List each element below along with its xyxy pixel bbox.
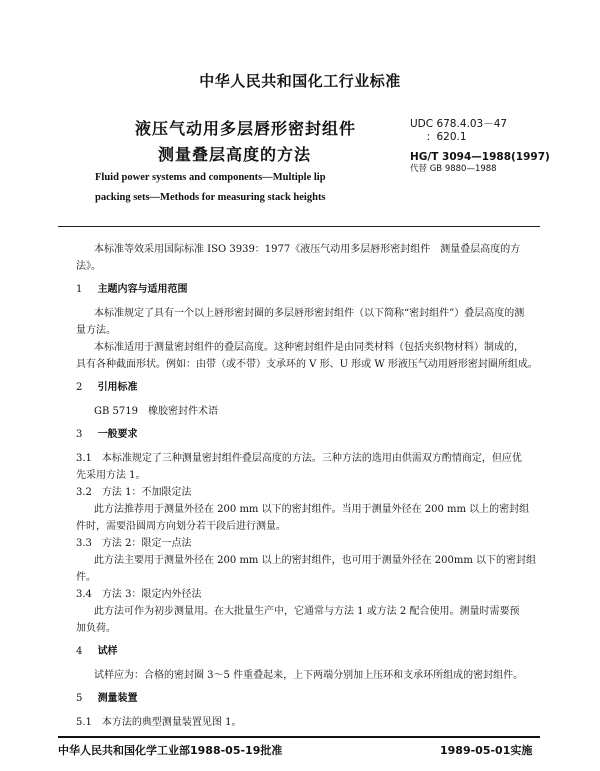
section2-title: 引用标准 bbox=[97, 382, 138, 393]
intro-line2: 法》。 bbox=[76, 261, 101, 272]
s2-reference: GB 5719 橡胶密封件术语 bbox=[94, 406, 218, 417]
s34-heading: 3.4 方法 3：限定内外径法 bbox=[76, 589, 202, 600]
english-title-line2: packing sets—Methods for measuring stack heights bbox=[95, 192, 326, 203]
s33-line2: 件。 bbox=[76, 572, 96, 583]
section1-title: 主题内容与适用范围 bbox=[97, 284, 188, 295]
section1-number: 1 bbox=[76, 284, 83, 295]
section4-number: 4 bbox=[76, 646, 83, 657]
s1-p2-line1: 本标准适用于测量密封组件的叠层高度。这种密封组件是由同类材料（包括夹织物材料）制成的， bbox=[94, 342, 524, 353]
s33-line1: 此方法主要用于测量外径在 200 mm 以上的密封组件，也可用于测量外径在 200mm 以下的密封组 bbox=[94, 555, 536, 566]
s1-p2-line2: 具有各种截面形状。例如：由带（或不带）支承环的 V 形、U 形或 W 形液压气动用唇形密封圈所组成。 bbox=[76, 359, 538, 370]
s32-line1: 此方法推荐用于测量外径在 200 mm 以下的密封组件。当用于测量外径在 200 mm 以上的密封组 bbox=[94, 504, 530, 515]
intro-line1: 本标准等效采用国际标准 ISO 3939：1977《液压气动用多层唇形密封组件 测量叠层高度的方 bbox=[94, 244, 521, 255]
s1-p1-line2: 量方法。 bbox=[76, 325, 116, 336]
standard-type-heading: 中华人民共和国化工行业标准 bbox=[199, 72, 401, 90]
section5-number: 5 bbox=[76, 693, 83, 704]
footer-divider bbox=[58, 736, 540, 738]
s32-line2: 件时，需要沿圆周方向划分若干段后进行测量。 bbox=[76, 521, 286, 532]
s31-line2: 先采用方法 1。 bbox=[76, 470, 146, 481]
s33-heading: 3.3 方法 2：限定一点法 bbox=[76, 538, 192, 549]
s51-line1: 5.1 本方法的典型测量装置见图 1。 bbox=[76, 717, 242, 728]
udc-code-line1: UDC 678.4.03－47 bbox=[410, 118, 508, 130]
section3-title: 一般要求 bbox=[97, 429, 138, 440]
section3-number: 3 bbox=[76, 429, 83, 440]
header-divider bbox=[58, 226, 540, 227]
replaces-standard: 代替 GB 9880—1988 bbox=[410, 164, 497, 174]
s4-line1: 试样应为：合格的密封圈 3～5 件重叠起来，上下两端分别加上压环和支承环所组成的密封组件。 bbox=[94, 670, 524, 681]
standard-number: HG/T 3094—1988(1997) bbox=[410, 151, 550, 163]
implementation-date: 1989-05-01实施 bbox=[440, 744, 533, 757]
section2-number: 2 bbox=[76, 382, 83, 393]
document-title-line2: 测量叠层高度的方法 bbox=[158, 145, 312, 164]
s32-heading: 3.2 方法 1：不加限定法 bbox=[76, 487, 192, 498]
document-title-line1: 液压气动用多层唇形密封组件 bbox=[135, 119, 357, 138]
s34-line2: 加负荷。 bbox=[76, 623, 116, 634]
s1-p1-line1: 本标准规定了具有一个以上唇形密封圈的多层唇形密封组件（以下简称“密封组件”）叠层高度的测 bbox=[94, 308, 525, 319]
section5-title: 测量装置 bbox=[97, 693, 138, 704]
section4-title: 试样 bbox=[97, 646, 118, 657]
english-title-line1: Fluid power systems and components—Multiple lip bbox=[95, 172, 326, 183]
approval-info: 中华人民共和国化学工业部1988-05-19批准 bbox=[58, 744, 283, 757]
s31-line1: 3.1 本标准规定了三种测量密封组件叠层高度的方法。三种方法的选用由供需双方酌情商定，但应优 bbox=[76, 453, 522, 464]
udc-code-line2: ：620.1 bbox=[426, 131, 467, 143]
s34-line1: 此方法可作为初步测量用。在大批量生产中，它通常与方法 1 或方法 2 配合使用。测量时需要预 bbox=[94, 606, 520, 617]
